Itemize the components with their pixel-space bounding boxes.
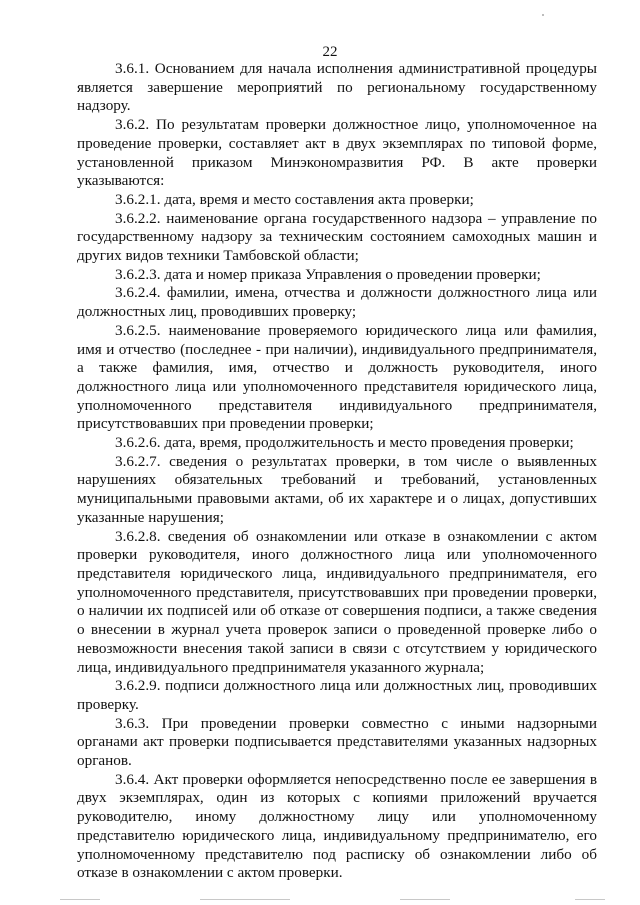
paragraph-3-6-3: 3.6.3. При проведении проверки совместно с иными надзорными органами акт проверки подписывается представителями указанных надзорных органов. (77, 714, 597, 770)
paragraph-3-6-1: 3.6.1. Основанием для начала исполнения административной процедуры является завершение мероприятий по региональному государственному надзору. (77, 60, 597, 115)
paragraph-3-6-2-5: 3.6.2.5. наименование проверяемого юридического лица или фамилия, имя и отчество (последнее - при наличии), индивидуального предпринимателя, а также фамилия, имя, отчество и должность руководителя, иного должностного лица или уполномоченного представителя юридического лица, уполномоченного представителя индивидуального предпринимателя, присутствовавших при проведении проверки; (77, 321, 597, 433)
paragraph-3-6-2-7: 3.6.2.7. сведения о результатах проверки, в том числе о выявленных нарушениях обязательных требований и требований, установленных муниципальными правовыми актами, об их характере и о лицах, допустивших указанные нарушения; (77, 452, 597, 526)
scan-artifact-line (60, 899, 100, 900)
paragraph-3-6-2-6: 3.6.2.6. дата, время, продолжительность и место проведения проверки; (115, 434, 574, 452)
paragraph-3-6-2-3: 3.6.2.3. дата и номер приказа Управления о проведении проверки; (115, 265, 541, 283)
page-number: 22 (322, 44, 338, 60)
paragraph-3-6-2-9: 3.6.2.9. подписи должностного лица или должностных лиц, проводивших проверку. (77, 677, 597, 713)
paragraph-3-6-2-8: 3.6.2.8. сведения об ознакомлении или отказе в ознакомлении с актом проверки руководителя, иного должностного лица или уполномоченного представителя юридического лица, индивидуального предпринимателя, его уполномоченного представителя, присутствовавших при проведении проверки, о наличии их подписей или об отказе от совершения подписи, а также сведения о внесении в журнал учета проверок записи о проведенной проверке либо о невозможности внесения такой записи в связи с отсутствием у юридического лица, индивидуального предпринимателя указанного журнала; (77, 527, 597, 676)
scan-artifact-line (200, 899, 290, 900)
paragraph-3-6-4: 3.6.4. Акт проверки оформляется непосредственно после ее завершения в двух экземплярах, один из которых с копиями приложений вручается руководителю, иному должностному лицу или уполномоченному представителю юридического лица, индивидуальному предпринимателю, его уполномоченному представителю под расписку об ознакомлении либо об отказе в ознакомлении с актом проверки. (77, 770, 597, 882)
paragraph-3-6-2-2: 3.6.2.2. наименование органа государственного надзора – управление по государственному надзору за техническим состоянием самоходных машин и других видов техники Тамбовской области; (77, 209, 597, 265)
scan-speck (542, 14, 544, 16)
paragraph-3-6-2: 3.6.2. По результатам проверки должностное лицо, уполномоченное на проведение проверки, составляет акт в двух экземплярах по типовой форме, установленной приказом Минэкономразвития РФ. В акте проверки указываются: (77, 116, 597, 190)
paragraph-3-6-2-4: 3.6.2.4. фамилии, имена, отчества и должности должностного лица или должностных лиц, проводивших проверку; (77, 284, 597, 321)
scan-artifact-line (400, 899, 450, 900)
scan-artifact-line (575, 899, 605, 900)
paragraph-3-6-2-1: 3.6.2.1. дата, время и место составления акта проверки; (115, 190, 474, 208)
document-body (77, 60, 597, 883)
